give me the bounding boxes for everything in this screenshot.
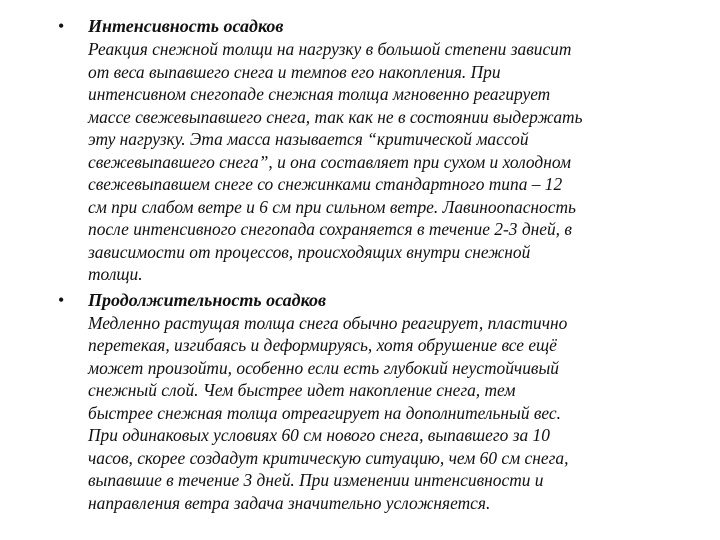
section-paragraph: Реакция снежной толщи на нагрузку в большой степени зависит от веса выпавшего снега и темпов его накопления. При интенсивном снегопаде снежная толща мгновенно реагирует массе свежевыпавшего снега, так как не в состоянии выдержать эту нагрузку. Эта масса называется “критической массой свежевыпавшего снега”, и она составляет при сухом и холодном свежевыпавшем снеге со снежинками стандартного типа – 12 см при слабом ветре и 6 см при сильном ветре. Лавиноопасность после интенсивного снегопада сохраняется в течение 2-3 дней, в зависимости от процессов, происходящих внутри снежной толщи. <box>88 39 583 284</box>
slide-content <box>58 14 678 514</box>
section-paragraph: Медленно растущая толща снега обычно реагирует, пластично перетекая, изгибаясь и деформируясь, хотя обрушение все ещё может произойти, особенно если есть глубокий неустойчивый снежный слой. Чем быстрее идет накопление снега, тем быстрее снежная толща отреагирует на дополнительный вес. При одинаковых условиях 60 см нового снега, выпавшего за 10 часов, скорее создадут критическую ситуацию, чем 60 см снега, выпавшие в течение 3 дней. При изменении интенсивности и направления ветра задача значительно усложняется. <box>88 312 569 513</box>
section-heading: Интенсивность осадков <box>88 16 284 36</box>
section-heading: Продолжительность осадков <box>88 289 327 310</box>
section-precipitation-duration <box>58 288 678 515</box>
bullet-point: • <box>58 289 65 310</box>
section-precipitation-intensity <box>58 14 678 286</box>
bullet-point: • <box>58 16 65 36</box>
